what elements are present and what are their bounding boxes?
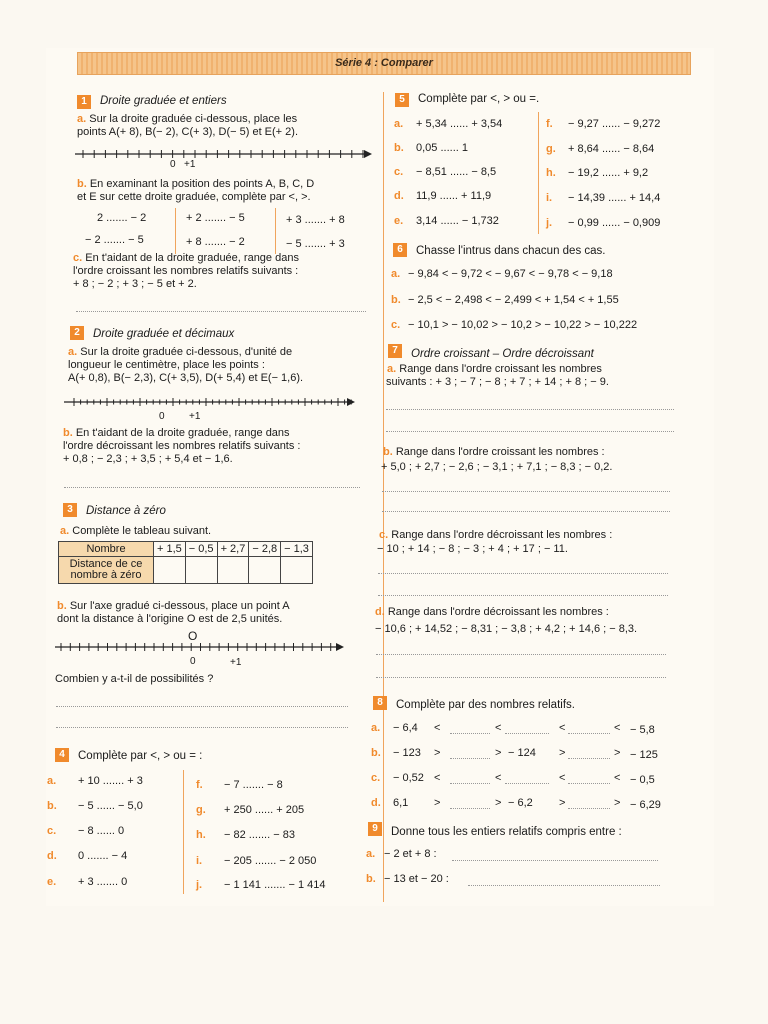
axis-label-one: +1 — [230, 657, 242, 668]
operator: < — [559, 772, 566, 784]
question: Combien y a-t-il de possibilités ? — [55, 673, 214, 685]
numbers-list: + 0,8 ; − 2,3 ; + 3,5 ; + 5,4 et − 1,6. — [63, 453, 233, 465]
instruction: Range dans l'ordre croissant les nombres : — [395, 446, 605, 458]
question-label: g. — [546, 143, 556, 155]
question-label: f. — [196, 779, 203, 791]
answer-blank[interactable] — [450, 732, 490, 734]
axis-label-zero: 0 — [190, 656, 196, 667]
operator: > — [495, 797, 502, 809]
table-row-header — [59, 557, 154, 584]
start-value: − 0,52 — [393, 772, 424, 784]
answer-line[interactable] — [378, 572, 668, 574]
start-value: − 123 — [393, 747, 421, 759]
operator: > — [614, 797, 621, 809]
table-cell: + 2,7 — [217, 542, 249, 557]
grid-divider — [183, 770, 184, 894]
instruction: Range dans l'ordre décroissant les nombres : — [391, 529, 613, 541]
axis-label-zero: 0 — [170, 159, 176, 170]
exercise-number: 1 — [77, 95, 91, 109]
answer-line[interactable] — [386, 430, 674, 432]
question-label: j. — [196, 879, 203, 891]
compare-item[interactable]: − 1 141 ....... − 1 414 — [224, 879, 326, 891]
compare-item[interactable]: − 8 ...... 0 — [78, 825, 125, 837]
exercise-title: Distance à zéro — [86, 505, 166, 517]
operator: < — [614, 772, 621, 784]
table-row-header: Nombre — [59, 542, 154, 557]
compare-item[interactable]: 0 ....... − 4 — [78, 850, 128, 862]
numbers-list: − 10,6 ; + 14,52 ; − 8,31 ; − 3,8 ; + 4,2 ; + 14,6 ; − 8,3. — [375, 623, 638, 635]
answer-blank[interactable] — [450, 807, 490, 809]
question-label: b. — [63, 427, 73, 439]
exercise-title: Droite graduée et entiers — [100, 95, 227, 107]
compare-item[interactable]: + 5,34 ...... + 3,54 — [416, 118, 503, 130]
series-title: Série 4 : Comparer — [77, 52, 691, 75]
compare-item[interactable]: + 8,64 ...... − 8,64 — [568, 143, 655, 155]
question-label: b. — [383, 446, 393, 458]
exercise-title: Complète par <, > ou =. — [418, 93, 540, 105]
question-label: a. — [77, 113, 87, 125]
answer-blank[interactable] — [450, 757, 490, 759]
question-label: a. — [394, 118, 404, 130]
question-label: c. — [394, 166, 404, 178]
exercise-number: 5 — [395, 93, 409, 107]
answer-line[interactable] — [376, 676, 666, 678]
exercise-number: 4 — [55, 748, 69, 762]
instruction: Range dans l'ordre décroissant les nombres : — [387, 606, 609, 618]
compare-item[interactable]: 11,9 ...... + 11,9 — [416, 190, 492, 202]
answer-line[interactable] — [76, 310, 366, 312]
answer-line[interactable] — [56, 705, 348, 707]
numbers-list: + 8 ; − 2 ; + 3 ; − 5 et + 2. — [73, 278, 197, 290]
question-label: h. — [196, 829, 206, 841]
grid-divider — [538, 112, 539, 234]
answer-line[interactable] — [376, 653, 666, 655]
compare-item[interactable]: − 19,2 ...... + 9,2 — [568, 167, 649, 179]
answer-blank[interactable] — [505, 782, 549, 784]
sequence[interactable]: − 10,1 > − 10,02 > − 10,2 > − 10,22 > − 10,222 — [408, 319, 638, 331]
answer-line[interactable] — [64, 486, 360, 488]
answer-blank[interactable] — [450, 782, 490, 784]
table-cell: − 2,8 — [249, 542, 281, 557]
answer-cell[interactable] — [249, 557, 281, 584]
exercise-number: 3 — [63, 503, 77, 517]
middle-value: − 6,2 — [508, 797, 533, 809]
instruction: En t'aidant de la droite graduée, range dans — [85, 252, 299, 264]
question-label: a. — [47, 775, 57, 787]
operator: < — [495, 772, 502, 784]
operator: < — [434, 772, 441, 784]
operator: > — [559, 797, 566, 809]
exercise-title: Droite graduée et décimaux — [93, 328, 235, 340]
middle-value: − 124 — [508, 747, 536, 759]
question-label: b. — [47, 800, 57, 812]
operator: > — [495, 747, 502, 759]
answer-blank[interactable] — [568, 757, 610, 759]
exercise-title: Donne tous les entiers relatifs compris entre : — [391, 826, 622, 838]
compare-item[interactable]: − 205 ....... − 2 050 — [224, 855, 317, 867]
answer-line[interactable] — [452, 859, 658, 861]
question-label: d. — [371, 797, 381, 809]
question-label: a. — [60, 525, 70, 537]
end-value: − 5,8 — [630, 724, 655, 736]
question-label: i. — [546, 192, 553, 204]
question-label: a. — [387, 363, 397, 375]
compare-item[interactable]: + 10 ....... + 3 — [78, 775, 143, 787]
exercise-title: Chasse l'intrus dans chacun des cas. — [416, 245, 606, 257]
answer-line[interactable] — [56, 726, 348, 728]
operator: < — [434, 722, 441, 734]
question-label: h. — [546, 167, 556, 179]
sequence[interactable]: − 9,84 < − 9,72 < − 9,67 < − 9,78 < − 9,18 — [408, 268, 613, 280]
compare-item[interactable]: 2 ....... − 2 — [97, 212, 147, 224]
instruction: Sur la droite graduée ci-dessous, d'unité de — [80, 346, 293, 358]
exercise-number: 8 — [373, 696, 387, 710]
operator: < — [559, 722, 566, 734]
origin-label: O — [188, 629, 198, 643]
table-cell: − 0,5 — [185, 542, 217, 557]
question-label: c. — [391, 319, 401, 331]
grid-divider — [275, 208, 276, 254]
answer-line[interactable] — [468, 884, 660, 886]
answer-cell[interactable] — [217, 557, 249, 584]
answer-blank[interactable] — [505, 732, 549, 734]
question-label: b. — [366, 873, 376, 885]
operator: > — [434, 797, 441, 809]
axis-label-one: +1 — [189, 411, 201, 422]
question-label: a. — [371, 722, 381, 734]
axis-arrow — [364, 150, 372, 158]
axis-label-one: +1 — [184, 159, 196, 170]
number-line — [64, 396, 364, 422]
answer-line[interactable] — [382, 510, 670, 512]
grid-divider — [175, 208, 176, 254]
compare-item[interactable]: − 7 ....... − 8 — [224, 779, 283, 791]
instruction: Sur l'axe gradué ci-dessous, place un point A — [69, 600, 290, 612]
number-line — [55, 640, 355, 662]
end-value: − 125 — [630, 749, 658, 761]
answer-cell[interactable] — [154, 557, 186, 584]
question-label: b. — [57, 600, 67, 612]
operator: > — [559, 747, 566, 759]
instruction: A(+ 0,8), B(− 2,3), C(+ 3,5), D(+ 5,4) et E(− 1,6). — [68, 372, 304, 384]
compare-item[interactable]: − 8,51 ...... − 8,5 — [416, 166, 497, 178]
compare-item[interactable]: + 2 ....... − 5 — [186, 212, 245, 224]
question-label: d. — [394, 190, 404, 202]
answer-cell[interactable] — [185, 557, 217, 584]
answer-blank[interactable] — [568, 782, 610, 784]
compare-item[interactable]: − 14,39 ...... + 14,4 — [568, 192, 661, 204]
exercise-number: 2 — [70, 326, 84, 340]
instruction: dont la distance à l'origine O est de 2,5 unités. — [57, 613, 283, 625]
question-label: b. — [371, 747, 381, 759]
compare-item[interactable]: − 9,27 ...... − 9,272 — [568, 118, 661, 130]
instruction: longueur le centimètre, place les points : — [68, 359, 265, 371]
question-label: e. — [47, 876, 57, 888]
question-label: i. — [196, 855, 203, 867]
compare-item[interactable]: − 82 ....... − 83 — [224, 829, 295, 841]
instruction: et E sur cette droite graduée, complète par <, >. — [77, 191, 311, 203]
compare-item[interactable]: 3,14 ...... − 1,732 — [416, 215, 499, 227]
operator: > — [434, 747, 441, 759]
operator: < — [614, 722, 621, 734]
instruction: En t'aidant de la droite graduée, range dans — [75, 427, 290, 439]
compare-item[interactable]: 0,05 ...... 1 — [416, 142, 468, 154]
instruction: Sur la droite graduée ci-dessous, place les — [89, 113, 298, 125]
table-header-line: Distance de ce — [69, 558, 143, 570]
end-value: − 6,29 — [630, 799, 661, 811]
compare-item[interactable]: − 5 ...... − 5,0 — [78, 800, 143, 812]
answer-line[interactable] — [382, 490, 670, 492]
answer-line[interactable] — [378, 594, 668, 596]
exercise-number: 9 — [368, 822, 382, 836]
operator: > — [614, 747, 621, 759]
instruction: l'ordre décroissant les nombres relatifs suivants : — [63, 440, 301, 452]
compare-item[interactable]: + 3 ....... + 8 — [286, 214, 345, 226]
instruction: Range dans l'ordre croissant les nombres — [399, 363, 602, 375]
question-label: d. — [375, 606, 385, 618]
question-label: f. — [546, 118, 553, 130]
question-label: b. — [394, 142, 404, 154]
answer-blank[interactable] — [568, 732, 610, 734]
operator: < — [495, 722, 502, 734]
answer-line[interactable] — [386, 408, 674, 410]
instruction: points A(+ 8), B(− 2), C(+ 3), D(− 5) et E(+ 2). — [77, 126, 298, 138]
range-prompt: − 13 et − 20 : — [384, 873, 449, 885]
instruction: l'ordre croissant les nombres relatifs suivants : — [73, 265, 299, 277]
question-label: c. — [371, 772, 381, 784]
start-value: 6,1 — [393, 797, 409, 809]
question-label: j. — [546, 217, 553, 229]
compare-item[interactable]: − 5 ....... + 3 — [286, 238, 345, 250]
exercise-number: 7 — [388, 344, 402, 358]
table-cell: + 1,5 — [154, 542, 186, 557]
range-prompt: − 2 et + 8 : — [384, 848, 437, 860]
axis-arrow — [336, 643, 344, 651]
table-header-line: nombre à zéro — [70, 569, 142, 581]
question-label: a. — [391, 268, 401, 280]
exercise-number: 6 — [393, 243, 407, 257]
question-label: g. — [196, 804, 206, 816]
question-label: e. — [394, 215, 404, 227]
table-cell: − 1,3 — [281, 542, 313, 557]
question-label: d. — [47, 850, 57, 862]
answer-cell[interactable] — [281, 557, 313, 584]
distance-table — [58, 541, 313, 584]
question-label: a. — [68, 346, 78, 358]
compare-item[interactable]: − 2 ....... − 5 — [85, 234, 144, 246]
question-label: c. — [379, 529, 389, 541]
start-value: − 6,4 — [393, 722, 418, 734]
compare-item[interactable]: + 250 ...... + 205 — [224, 804, 305, 816]
instruction: Complète le tableau suivant. — [72, 525, 212, 537]
instruction: En examinant la position des points A, B, C, D — [89, 178, 315, 190]
exercise-title: Ordre croissant – Ordre décroissant — [411, 348, 594, 360]
numbers-list: − 10 ; + 14 ; − 8 ; − 3 ; + 4 ; + 17 ; − 11. — [377, 543, 568, 555]
numbers-list: suivants : + 3 ; − 7 ; − 8 ; + 7 ; + 14 ; + 8 ; − 9. — [386, 376, 609, 388]
compare-item[interactable]: − 0,99 ...... − 0,909 — [568, 217, 661, 229]
question-label: a. — [366, 848, 376, 860]
question-label: c. — [73, 252, 83, 264]
exercise-title: Complète par des nombres relatifs. — [396, 699, 575, 711]
number-line — [75, 146, 375, 176]
sequence[interactable]: − 2,5 < − 2,498 < − 2,499 < + 1,54 < + 1,55 — [408, 294, 619, 306]
end-value: − 0,5 — [630, 774, 655, 786]
column-divider — [383, 92, 384, 902]
numbers-list: + 5,0 ; + 2,7 ; − 2,6 ; − 3,1 ; + 7,1 ; − 8,3 ; − 0,2. — [381, 461, 613, 473]
compare-item[interactable]: + 8 ....... − 2 — [186, 236, 245, 248]
axis-label-zero: 0 — [159, 411, 165, 422]
question-label: b. — [77, 178, 87, 190]
question-label: b. — [391, 294, 401, 306]
compare-item[interactable]: + 3 ....... 0 — [78, 876, 128, 888]
answer-blank[interactable] — [568, 807, 610, 809]
exercise-title: Complète par <, > ou = : — [78, 750, 203, 762]
question-label: c. — [47, 825, 57, 837]
